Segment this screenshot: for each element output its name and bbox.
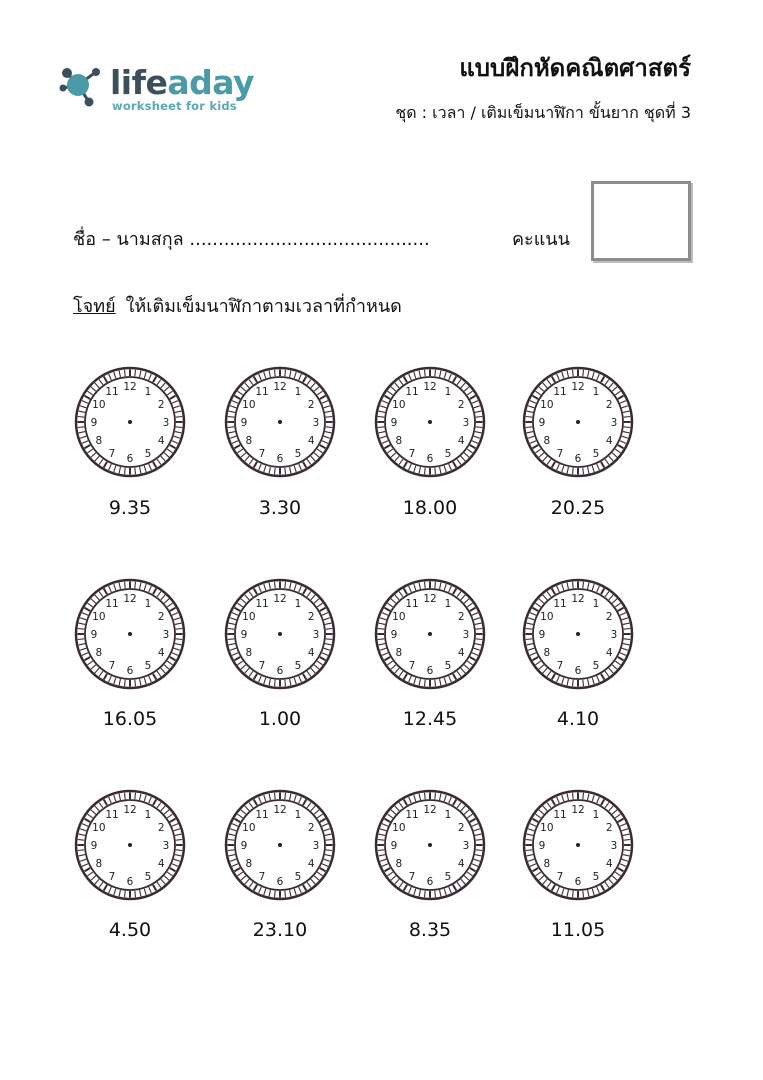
clock-tick <box>78 850 84 851</box>
clock-tick <box>326 850 332 851</box>
clock-numeral-9: 9 <box>390 417 398 429</box>
clock-tick <box>435 793 436 799</box>
name-field: ชื่อ – นามสกุล .......................................... <box>73 229 430 250</box>
clock-numeral-5: 5 <box>592 871 600 884</box>
clock-numeral-1: 1 <box>294 808 302 821</box>
clock-numeral-2: 2 <box>457 611 465 623</box>
time-label: 12.45 <box>402 708 458 730</box>
clock-tick <box>275 891 276 897</box>
clock-numeral-3: 3 <box>462 629 470 641</box>
clock-numeral-8: 8 <box>543 647 551 659</box>
clock-tick <box>326 629 332 630</box>
clock-tick <box>573 468 574 474</box>
clock-numeral-4: 4 <box>605 858 613 870</box>
clock-numeral-12: 12 <box>273 593 287 605</box>
clock-numeral-10: 10 <box>540 822 554 834</box>
clock-numeral-7: 7 <box>556 871 564 884</box>
clock-tick <box>526 629 532 630</box>
clock-numeral-6: 6 <box>276 876 284 888</box>
clock-numeral-11: 11 <box>405 597 419 610</box>
clock-numeral-4: 4 <box>457 858 465 870</box>
clock-tick <box>573 680 574 686</box>
clock-numeral-11: 11 <box>255 597 269 610</box>
clock-numeral-9: 9 <box>240 629 248 641</box>
clock-tick <box>526 850 532 851</box>
logo-molecule-icon <box>58 60 108 112</box>
clock-numeral-4: 4 <box>157 647 165 659</box>
clock-numeral-3: 3 <box>312 629 320 641</box>
score-box <box>591 181 691 261</box>
clock-numeral-7: 7 <box>556 660 564 673</box>
clock-tick <box>583 891 584 897</box>
clock-tick <box>624 840 630 841</box>
clock-numeral-5: 5 <box>144 660 152 673</box>
clock-numeral-5: 5 <box>294 448 302 461</box>
clock-numeral-3: 3 <box>312 840 320 852</box>
logo-tagline: worksheet for kids <box>112 99 237 113</box>
instruction <box>73 291 402 320</box>
clock-numeral-6: 6 <box>126 453 134 465</box>
clock-tick <box>176 629 182 630</box>
clock-numeral-9: 9 <box>90 417 98 429</box>
clock-numeral-10: 10 <box>392 611 406 623</box>
clock-numeral-7: 7 <box>258 660 266 673</box>
clock-tick <box>425 370 426 376</box>
clock-tick <box>526 417 532 418</box>
clock-center-dot <box>428 843 432 847</box>
clock-tick <box>583 582 584 588</box>
clock-numeral-8: 8 <box>395 435 403 447</box>
clock-numeral-12: 12 <box>423 804 437 816</box>
clock-numeral-11: 11 <box>405 808 419 821</box>
clock-numeral-5: 5 <box>592 448 600 461</box>
clock-tick <box>583 370 584 376</box>
clock-numeral-1: 1 <box>592 808 600 821</box>
clock-numeral-1: 1 <box>144 808 152 821</box>
clock-numeral-9: 9 <box>538 417 546 429</box>
time-label: 20.25 <box>550 497 606 519</box>
clock-tick <box>476 840 482 841</box>
clock-face-1-3[interactable] <box>520 576 636 692</box>
clock-center-dot <box>128 632 132 636</box>
clock-numeral-10: 10 <box>92 822 106 834</box>
clock-tick <box>378 629 384 630</box>
clock-center-dot <box>576 843 580 847</box>
clock-numeral-11: 11 <box>105 385 119 398</box>
clock-numeral-8: 8 <box>543 435 551 447</box>
clock-numeral-10: 10 <box>242 399 256 411</box>
clock-numeral-4: 4 <box>157 435 165 447</box>
clock-numeral-11: 11 <box>255 385 269 398</box>
clock-numeral-9: 9 <box>240 840 248 852</box>
clock-numeral-10: 10 <box>540 611 554 623</box>
clock-tick <box>228 629 234 630</box>
clock-numeral-3: 3 <box>162 629 170 641</box>
clock-numeral-12: 12 <box>423 593 437 605</box>
clock-numeral-4: 4 <box>307 435 315 447</box>
clock-tick <box>583 793 584 799</box>
clock-numeral-1: 1 <box>444 597 452 610</box>
clock-tick <box>125 370 126 376</box>
clock-numeral-3: 3 <box>610 840 618 852</box>
clock-numeral-4: 4 <box>605 647 613 659</box>
instruction-text: ให้เติมเข็มนาฬิกาตามเวลาที่กำหนด <box>125 296 402 317</box>
clock-numeral-11: 11 <box>553 597 567 610</box>
clock-numeral-6: 6 <box>574 453 582 465</box>
clock-tick <box>435 891 436 897</box>
worksheet-subtitle: ชุด : เวลา / เติมเข็มนาฬิกา ขั้นยาก ชุดที่ 3 <box>395 103 691 122</box>
clock-tick <box>135 793 136 799</box>
clock-center-dot <box>278 632 282 636</box>
clock-numeral-8: 8 <box>95 647 103 659</box>
clock-numeral-1: 1 <box>592 597 600 610</box>
clock-tick <box>378 417 384 418</box>
clock-numeral-3: 3 <box>162 840 170 852</box>
clock-numeral-4: 4 <box>457 647 465 659</box>
clock-tick <box>573 891 574 897</box>
clock-tick <box>573 793 574 799</box>
clock-tick <box>326 840 332 841</box>
clock-tick <box>275 468 276 474</box>
clock-center-dot <box>428 632 432 636</box>
logo-word-life: life <box>110 63 168 102</box>
clock-numeral-8: 8 <box>543 858 551 870</box>
clock-face-0-1[interactable] <box>222 364 338 480</box>
clock-numeral-2: 2 <box>157 822 165 834</box>
clock-numeral-11: 11 <box>553 385 567 398</box>
clock-numeral-8: 8 <box>245 647 253 659</box>
clock-tick <box>326 639 332 640</box>
clock-tick <box>275 680 276 686</box>
clock-numeral-4: 4 <box>157 858 165 870</box>
clock-tick <box>228 427 234 428</box>
clock-center-dot <box>128 843 132 847</box>
clock-numeral-12: 12 <box>123 804 137 816</box>
clock-tick <box>285 370 286 376</box>
clock-tick <box>275 582 276 588</box>
clock-tick <box>135 680 136 686</box>
clock-numeral-11: 11 <box>255 808 269 821</box>
clock-numeral-5: 5 <box>444 871 452 884</box>
clock-face-2-1[interactable] <box>222 787 338 903</box>
clock-tick <box>228 840 234 841</box>
clock-numeral-3: 3 <box>462 840 470 852</box>
clock-tick <box>176 850 182 851</box>
clock-numeral-9: 9 <box>90 840 98 852</box>
clock-numeral-3: 3 <box>312 417 320 429</box>
clock-face-2-3[interactable] <box>520 787 636 903</box>
clock-tick <box>425 680 426 686</box>
clock-tick <box>624 427 630 428</box>
clock-numeral-7: 7 <box>408 448 416 461</box>
clock-numeral-6: 6 <box>276 453 284 465</box>
clock-tick <box>78 629 84 630</box>
clock-tick <box>425 468 426 474</box>
clock-numeral-7: 7 <box>108 660 116 673</box>
clock-numeral-1: 1 <box>444 385 452 398</box>
clock-numeral-3: 3 <box>610 629 618 641</box>
clock-tick <box>435 468 436 474</box>
clock-tick <box>425 891 426 897</box>
clock-numeral-5: 5 <box>592 660 600 673</box>
clock-numeral-9: 9 <box>538 629 546 641</box>
clock-tick <box>285 468 286 474</box>
time-label: 23.10 <box>252 919 308 941</box>
clock-numeral-7: 7 <box>408 660 416 673</box>
clock-numeral-11: 11 <box>105 808 119 821</box>
clock-numeral-5: 5 <box>294 660 302 673</box>
clock-tick <box>476 850 482 851</box>
time-label: 8.35 <box>408 919 452 941</box>
clock-numeral-2: 2 <box>457 822 465 834</box>
clock-tick <box>135 468 136 474</box>
clock-tick <box>135 370 136 376</box>
clock-tick <box>285 582 286 588</box>
instruction-label: โจทย์ <box>73 296 116 317</box>
clock-numeral-12: 12 <box>423 381 437 393</box>
clock-tick <box>176 840 182 841</box>
clock-numeral-4: 4 <box>457 435 465 447</box>
clock-tick <box>624 850 630 851</box>
clock-numeral-5: 5 <box>444 660 452 673</box>
clock-tick <box>326 417 332 418</box>
clock-face-1-2[interactable] <box>372 576 488 692</box>
clock-tick <box>78 840 84 841</box>
clock-numeral-9: 9 <box>390 629 398 641</box>
clock-tick <box>176 417 182 418</box>
clock-numeral-12: 12 <box>273 381 287 393</box>
clock-numeral-8: 8 <box>95 435 103 447</box>
clock-numeral-8: 8 <box>395 858 403 870</box>
clock-center-dot <box>428 420 432 424</box>
clock-numeral-8: 8 <box>245 858 253 870</box>
time-label: 1.00 <box>258 708 302 730</box>
lifeaday-logo <box>58 60 255 120</box>
clock-numeral-6: 6 <box>426 665 434 677</box>
clock-numeral-6: 6 <box>574 876 582 888</box>
clock-numeral-6: 6 <box>126 876 134 888</box>
time-label: 18.00 <box>402 497 458 519</box>
clock-numeral-6: 6 <box>276 665 284 677</box>
clock-tick <box>573 370 574 376</box>
clock-tick <box>135 891 136 897</box>
clock-tick <box>125 468 126 474</box>
clock-numeral-12: 12 <box>123 381 137 393</box>
clock-numeral-2: 2 <box>605 611 613 623</box>
clock-numeral-10: 10 <box>242 822 256 834</box>
time-label: 16.05 <box>102 708 158 730</box>
clock-face-2-2[interactable] <box>372 787 488 903</box>
clock-numeral-9: 9 <box>538 840 546 852</box>
clock-tick <box>435 680 436 686</box>
clock-numeral-6: 6 <box>426 453 434 465</box>
clock-numeral-12: 12 <box>571 804 585 816</box>
clock-numeral-10: 10 <box>392 822 406 834</box>
clock-numeral-11: 11 <box>405 385 419 398</box>
clock-numeral-2: 2 <box>157 611 165 623</box>
clock-numeral-12: 12 <box>123 593 137 605</box>
clock-tick <box>425 793 426 799</box>
clock-numeral-7: 7 <box>258 871 266 884</box>
clock-tick <box>285 891 286 897</box>
clock-numeral-11: 11 <box>553 808 567 821</box>
clock-numeral-7: 7 <box>258 448 266 461</box>
clock-tick <box>583 680 584 686</box>
clock-numeral-12: 12 <box>273 804 287 816</box>
clock-center-dot <box>576 632 580 636</box>
clock-numeral-10: 10 <box>392 399 406 411</box>
clock-tick <box>125 891 126 897</box>
clock-tick <box>285 793 286 799</box>
time-label: 4.50 <box>108 919 152 941</box>
clock-numeral-2: 2 <box>605 822 613 834</box>
clock-tick <box>624 629 630 630</box>
clock-center-dot <box>128 420 132 424</box>
clock-numeral-9: 9 <box>240 417 248 429</box>
clock-numeral-3: 3 <box>162 417 170 429</box>
clock-numeral-5: 5 <box>144 448 152 461</box>
clock-tick <box>228 850 234 851</box>
clock-numeral-8: 8 <box>95 858 103 870</box>
clock-face-0-3[interactable] <box>520 364 636 480</box>
clock-numeral-6: 6 <box>426 876 434 888</box>
clock-numeral-5: 5 <box>294 871 302 884</box>
clock-numeral-12: 12 <box>571 381 585 393</box>
clock-numeral-2: 2 <box>307 611 315 623</box>
clock-tick <box>176 427 182 428</box>
clock-numeral-10: 10 <box>242 611 256 623</box>
clock-tick <box>228 639 234 640</box>
clock-tick <box>125 582 126 588</box>
clock-tick <box>435 370 436 376</box>
logo-word-aday: aday <box>167 63 255 102</box>
clock-tick <box>228 417 234 418</box>
clock-numeral-5: 5 <box>444 448 452 461</box>
clock-numeral-3: 3 <box>610 417 618 429</box>
clock-tick <box>378 840 384 841</box>
clock-numeral-2: 2 <box>307 822 315 834</box>
clock-tick <box>135 582 136 588</box>
clock-tick <box>573 582 574 588</box>
clock-numeral-7: 7 <box>108 871 116 884</box>
clock-face-0-2[interactable] <box>372 364 488 480</box>
clock-numeral-3: 3 <box>462 417 470 429</box>
clock-numeral-1: 1 <box>144 385 152 398</box>
clock-numeral-7: 7 <box>108 448 116 461</box>
clock-numeral-6: 6 <box>574 665 582 677</box>
clock-tick <box>125 793 126 799</box>
worksheet-title: แบบฝึกหัดคณิตศาสตร์ <box>459 54 691 82</box>
clock-tick <box>476 629 482 630</box>
clock-numeral-11: 11 <box>105 597 119 610</box>
clock-numeral-8: 8 <box>245 435 253 447</box>
time-label: 4.10 <box>556 708 600 730</box>
clock-numeral-2: 2 <box>307 399 315 411</box>
clock-tick <box>476 639 482 640</box>
clock-numeral-2: 2 <box>605 399 613 411</box>
clock-numeral-10: 10 <box>92 399 106 411</box>
clock-numeral-12: 12 <box>571 593 585 605</box>
clock-face-2-0[interactable] <box>72 787 188 903</box>
clock-numeral-10: 10 <box>92 611 106 623</box>
clock-tick <box>326 427 332 428</box>
clock-center-dot <box>278 843 282 847</box>
clock-tick <box>378 427 384 428</box>
clock-tick <box>476 417 482 418</box>
clock-face-1-1[interactable] <box>222 576 338 692</box>
clock-numeral-10: 10 <box>540 399 554 411</box>
clock-numeral-2: 2 <box>457 399 465 411</box>
clock-face-1-0[interactable] <box>72 576 188 692</box>
clock-numeral-1: 1 <box>592 385 600 398</box>
clock-tick <box>526 427 532 428</box>
clock-tick <box>526 639 532 640</box>
clock-numeral-9: 9 <box>390 840 398 852</box>
clock-tick <box>125 680 126 686</box>
clock-tick <box>378 850 384 851</box>
clock-tick <box>78 417 84 418</box>
clock-center-dot <box>576 420 580 424</box>
clock-numeral-6: 6 <box>126 665 134 677</box>
clock-numeral-9: 9 <box>90 629 98 641</box>
time-label: 11.05 <box>550 919 606 941</box>
score-label: คะแนน <box>512 229 570 250</box>
clock-tick <box>476 427 482 428</box>
clock-tick <box>526 840 532 841</box>
clock-face-0-0[interactable] <box>72 364 188 480</box>
clock-tick <box>78 427 84 428</box>
clock-center-dot <box>278 420 282 424</box>
clock-numeral-2: 2 <box>157 399 165 411</box>
clock-numeral-4: 4 <box>307 647 315 659</box>
clock-numeral-1: 1 <box>444 808 452 821</box>
clock-tick <box>78 639 84 640</box>
clock-numeral-5: 5 <box>144 871 152 884</box>
clock-numeral-8: 8 <box>395 647 403 659</box>
clock-numeral-1: 1 <box>294 385 302 398</box>
clock-tick <box>624 417 630 418</box>
clock-numeral-1: 1 <box>144 597 152 610</box>
clock-tick <box>624 639 630 640</box>
clock-numeral-4: 4 <box>307 858 315 870</box>
clock-numeral-7: 7 <box>408 871 416 884</box>
clock-tick <box>285 680 286 686</box>
clock-tick <box>435 582 436 588</box>
clock-numeral-1: 1 <box>294 597 302 610</box>
clock-tick <box>425 582 426 588</box>
clock-tick <box>275 370 276 376</box>
clock-tick <box>583 468 584 474</box>
clock-numeral-4: 4 <box>605 435 613 447</box>
clock-tick <box>378 639 384 640</box>
clock-tick <box>176 639 182 640</box>
clock-tick <box>275 793 276 799</box>
clock-numeral-7: 7 <box>556 448 564 461</box>
time-label: 3.30 <box>258 497 302 519</box>
time-label: 9.35 <box>108 497 152 519</box>
